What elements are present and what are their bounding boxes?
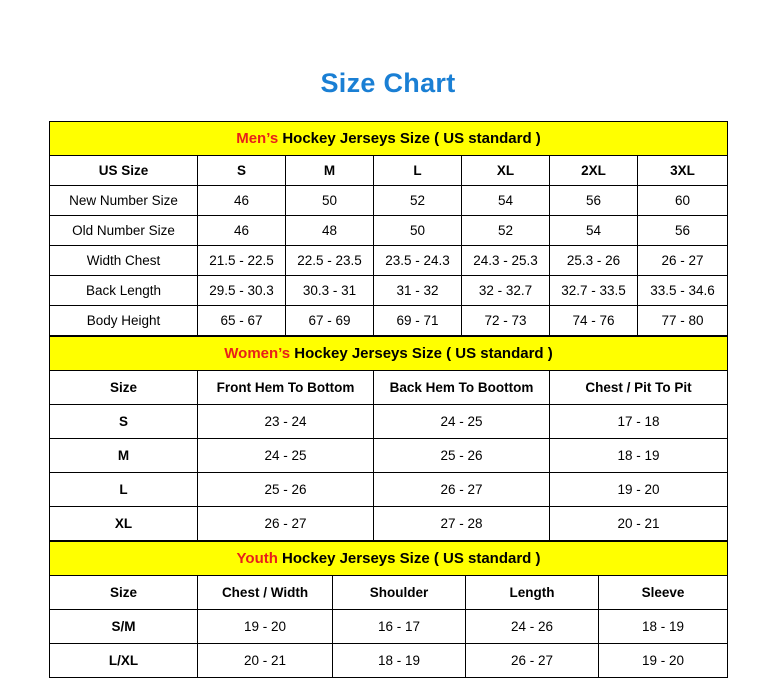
youth-row-0-val-1: 16 - 17 bbox=[333, 610, 466, 644]
mens-row-1-val-5: 56 bbox=[638, 216, 728, 246]
mens-row-2-val-3: 24.3 - 25.3 bbox=[462, 246, 550, 276]
youth-section-header bbox=[50, 542, 728, 576]
mens-row-2-val-5: 26 - 27 bbox=[638, 246, 728, 276]
mens-row-0-label: New Number Size bbox=[50, 186, 198, 216]
mens-row-3-val-5: 33.5 - 34.6 bbox=[638, 276, 728, 306]
table-row bbox=[50, 186, 728, 216]
womens-col-2: Back Hem To Boottom bbox=[374, 371, 550, 405]
mens-column-header-row bbox=[50, 156, 728, 186]
youth-col-4: Sleeve bbox=[599, 576, 728, 610]
mens-row-0-val-3: 54 bbox=[462, 186, 550, 216]
youth-col-0: Size bbox=[50, 576, 198, 610]
mens-section-header-accent: Men’s bbox=[236, 130, 279, 147]
table-row bbox=[50, 216, 728, 246]
mens-row-0-val-2: 52 bbox=[374, 186, 462, 216]
womens-col-0: Size bbox=[50, 371, 198, 405]
womens-col-3: Chest / Pit To Pit bbox=[550, 371, 728, 405]
mens-row-1-val-3: 52 bbox=[462, 216, 550, 246]
youth-col-2: Shoulder bbox=[333, 576, 466, 610]
table-row bbox=[50, 507, 728, 541]
mens-section-header-rest: Hockey Jerseys Size ( US standard ) bbox=[278, 130, 541, 147]
womens-section-header bbox=[50, 337, 728, 371]
womens-row-1-val-1: 25 - 26 bbox=[374, 439, 550, 473]
womens-section-header-rest: Hockey Jerseys Size ( US standard ) bbox=[290, 345, 553, 362]
table-row bbox=[50, 306, 728, 336]
mens-col-4: XL bbox=[462, 156, 550, 186]
mens-row-4-val-2: 69 - 71 bbox=[374, 306, 462, 336]
mens-row-4-label: Body Height bbox=[50, 306, 198, 336]
mens-row-2-val-1: 22.5 - 23.5 bbox=[286, 246, 374, 276]
mens-row-3-val-0: 29.5 - 30.3 bbox=[198, 276, 286, 306]
mens-row-2-val-2: 23.5 - 24.3 bbox=[374, 246, 462, 276]
womens-row-1-val-0: 24 - 25 bbox=[198, 439, 374, 473]
mens-row-3-val-2: 31 - 32 bbox=[374, 276, 462, 306]
mens-section-header bbox=[50, 122, 728, 156]
youth-section-header-accent: Youth bbox=[236, 550, 278, 567]
size-tables-container bbox=[49, 121, 727, 678]
table-row bbox=[50, 405, 728, 439]
womens-row-0-label: S bbox=[50, 405, 198, 439]
mens-row-0-val-1: 50 bbox=[286, 186, 374, 216]
mens-row-3-label: Back Length bbox=[50, 276, 198, 306]
womens-row-3-val-0: 26 - 27 bbox=[198, 507, 374, 541]
mens-row-2-val-4: 25.3 - 26 bbox=[550, 246, 638, 276]
mens-row-4-val-1: 67 - 69 bbox=[286, 306, 374, 336]
mens-row-1-val-1: 48 bbox=[286, 216, 374, 246]
womens-row-1-label: M bbox=[50, 439, 198, 473]
youth-section-header-row bbox=[50, 542, 728, 576]
womens-row-2-label: L bbox=[50, 473, 198, 507]
table-row bbox=[50, 276, 728, 306]
womens-row-2-val-1: 26 - 27 bbox=[374, 473, 550, 507]
mens-row-0-val-4: 56 bbox=[550, 186, 638, 216]
womens-row-3-val-1: 27 - 28 bbox=[374, 507, 550, 541]
youth-row-0-val-0: 19 - 20 bbox=[198, 610, 333, 644]
mens-col-5: 2XL bbox=[550, 156, 638, 186]
mens-row-4-val-4: 74 - 76 bbox=[550, 306, 638, 336]
youth-row-1-val-1: 18 - 19 bbox=[333, 644, 466, 678]
womens-column-header-row bbox=[50, 371, 728, 405]
mens-size-table bbox=[49, 121, 728, 336]
womens-row-2-val-0: 25 - 26 bbox=[198, 473, 374, 507]
mens-col-0: US Size bbox=[50, 156, 198, 186]
womens-row-0-val-2: 17 - 18 bbox=[550, 405, 728, 439]
table-row bbox=[50, 246, 728, 276]
youth-row-0-val-3: 18 - 19 bbox=[599, 610, 728, 644]
mens-row-1-val-2: 50 bbox=[374, 216, 462, 246]
mens-col-2: M bbox=[286, 156, 374, 186]
youth-row-1-label: L/XL bbox=[50, 644, 198, 678]
womens-row-2-val-2: 19 - 20 bbox=[550, 473, 728, 507]
youth-row-1-val-0: 20 - 21 bbox=[198, 644, 333, 678]
youth-size-table bbox=[49, 541, 728, 678]
womens-section-header-accent: Women’s bbox=[224, 345, 291, 362]
mens-row-3-val-1: 30.3 - 31 bbox=[286, 276, 374, 306]
youth-column-header-row bbox=[50, 576, 728, 610]
mens-row-3-val-3: 32 - 32.7 bbox=[462, 276, 550, 306]
mens-row-3-val-4: 32.7 - 33.5 bbox=[550, 276, 638, 306]
mens-row-2-label: Width Chest bbox=[50, 246, 198, 276]
table-row bbox=[50, 473, 728, 507]
mens-row-1-val-0: 46 bbox=[198, 216, 286, 246]
womens-row-3-val-2: 20 - 21 bbox=[550, 507, 728, 541]
womens-section-header-row bbox=[50, 337, 728, 371]
table-row bbox=[50, 644, 728, 678]
table-row bbox=[50, 610, 728, 644]
mens-row-4-val-0: 65 - 67 bbox=[198, 306, 286, 336]
mens-row-4-val-3: 72 - 73 bbox=[462, 306, 550, 336]
table-row bbox=[50, 439, 728, 473]
youth-row-0-val-2: 24 - 26 bbox=[466, 610, 599, 644]
mens-section-header-row bbox=[50, 122, 728, 156]
page-title: Size Chart bbox=[320, 68, 456, 98]
youth-col-3: Length bbox=[466, 576, 599, 610]
womens-size-table bbox=[49, 336, 728, 541]
womens-row-0-val-0: 23 - 24 bbox=[198, 405, 374, 439]
womens-row-0-val-1: 24 - 25 bbox=[374, 405, 550, 439]
mens-row-4-val-5: 77 - 80 bbox=[638, 306, 728, 336]
youth-col-1: Chest / Width bbox=[198, 576, 333, 610]
mens-col-6: 3XL bbox=[638, 156, 728, 186]
womens-col-1: Front Hem To Bottom bbox=[198, 371, 374, 405]
youth-row-1-val-3: 19 - 20 bbox=[599, 644, 728, 678]
mens-row-2-val-0: 21.5 - 22.5 bbox=[198, 246, 286, 276]
mens-col-1: S bbox=[198, 156, 286, 186]
youth-row-1-val-2: 26 - 27 bbox=[466, 644, 599, 678]
womens-row-3-label: XL bbox=[50, 507, 198, 541]
womens-row-1-val-2: 18 - 19 bbox=[550, 439, 728, 473]
mens-row-0-val-0: 46 bbox=[198, 186, 286, 216]
youth-row-0-label: S/M bbox=[50, 610, 198, 644]
youth-section-header-rest: Hockey Jerseys Size ( US standard ) bbox=[277, 550, 541, 567]
mens-col-3: L bbox=[374, 156, 462, 186]
mens-row-1-val-4: 54 bbox=[550, 216, 638, 246]
mens-row-0-val-5: 60 bbox=[638, 186, 728, 216]
mens-row-1-label: Old Number Size bbox=[50, 216, 198, 246]
